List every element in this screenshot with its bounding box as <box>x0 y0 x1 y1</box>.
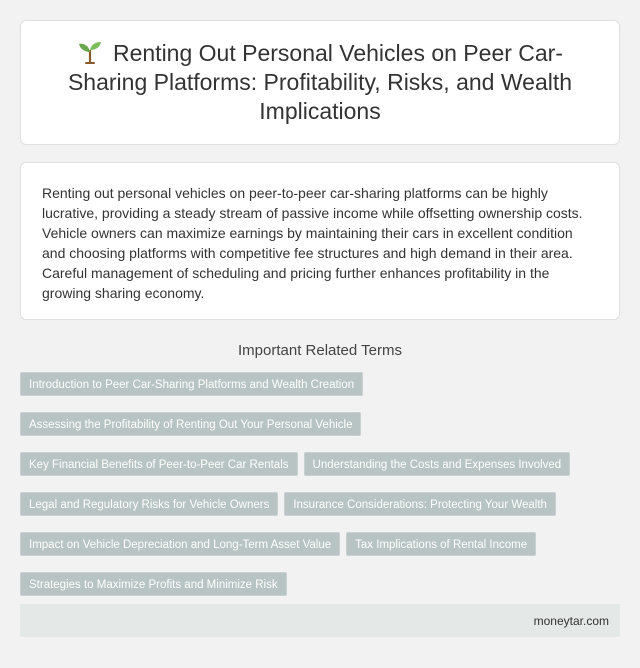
related-term-tag[interactable]: Understanding the Costs and Expenses Involved <box>304 452 571 476</box>
related-term-tag[interactable]: Strategies to Maximize Profits and Minimize Risk <box>20 572 287 596</box>
related-term-tag[interactable]: Tax Implications of Rental Income <box>346 532 536 556</box>
footer-site-link[interactable]: moneytar.com <box>533 613 609 628</box>
related-term-tag[interactable]: Key Financial Benefits of Peer-to-Peer Car Rentals <box>20 452 298 476</box>
related-term-tag[interactable]: Introduction to Peer Car-Sharing Platforms and Wealth Creation <box>20 372 363 396</box>
title-card <box>20 20 620 145</box>
summary-card <box>20 162 620 320</box>
page-title <box>49 39 591 126</box>
related-term-tag[interactable]: Legal and Regulatory Risks for Vehicle Owners <box>20 492 278 516</box>
related-term-tag[interactable]: Assessing the Profitability of Renting Out Your Personal Vehicle <box>20 412 361 436</box>
sprout-icon <box>77 40 103 64</box>
summary-text: Renting out personal vehicles on peer-to-peer car-sharing platforms can be highly lucrative, providing a steady stream of passive income while offsetting ownership costs. Vehicle owners can maximize earnings by maintaining their cars in excellent condition and choosing platforms with competitive fee structures and high demand in their area. Careful management of scheduling and pricing further enhances profitability in the growing sharing economy. <box>42 185 583 301</box>
related-term-tag[interactable]: Insurance Considerations: Protecting Your Wealth <box>284 492 556 516</box>
related-term-tag[interactable]: Impact on Vehicle Depreciation and Long-Term Asset Value <box>20 532 340 556</box>
related-terms-list <box>20 372 620 636</box>
footer <box>20 604 620 637</box>
related-terms-heading: Important Related Terms <box>238 342 402 359</box>
page-title-text: Renting Out Personal Vehicles on Peer Car-Sharing Platforms: Profitability, Risks, and Wealth Implications <box>67 40 573 124</box>
